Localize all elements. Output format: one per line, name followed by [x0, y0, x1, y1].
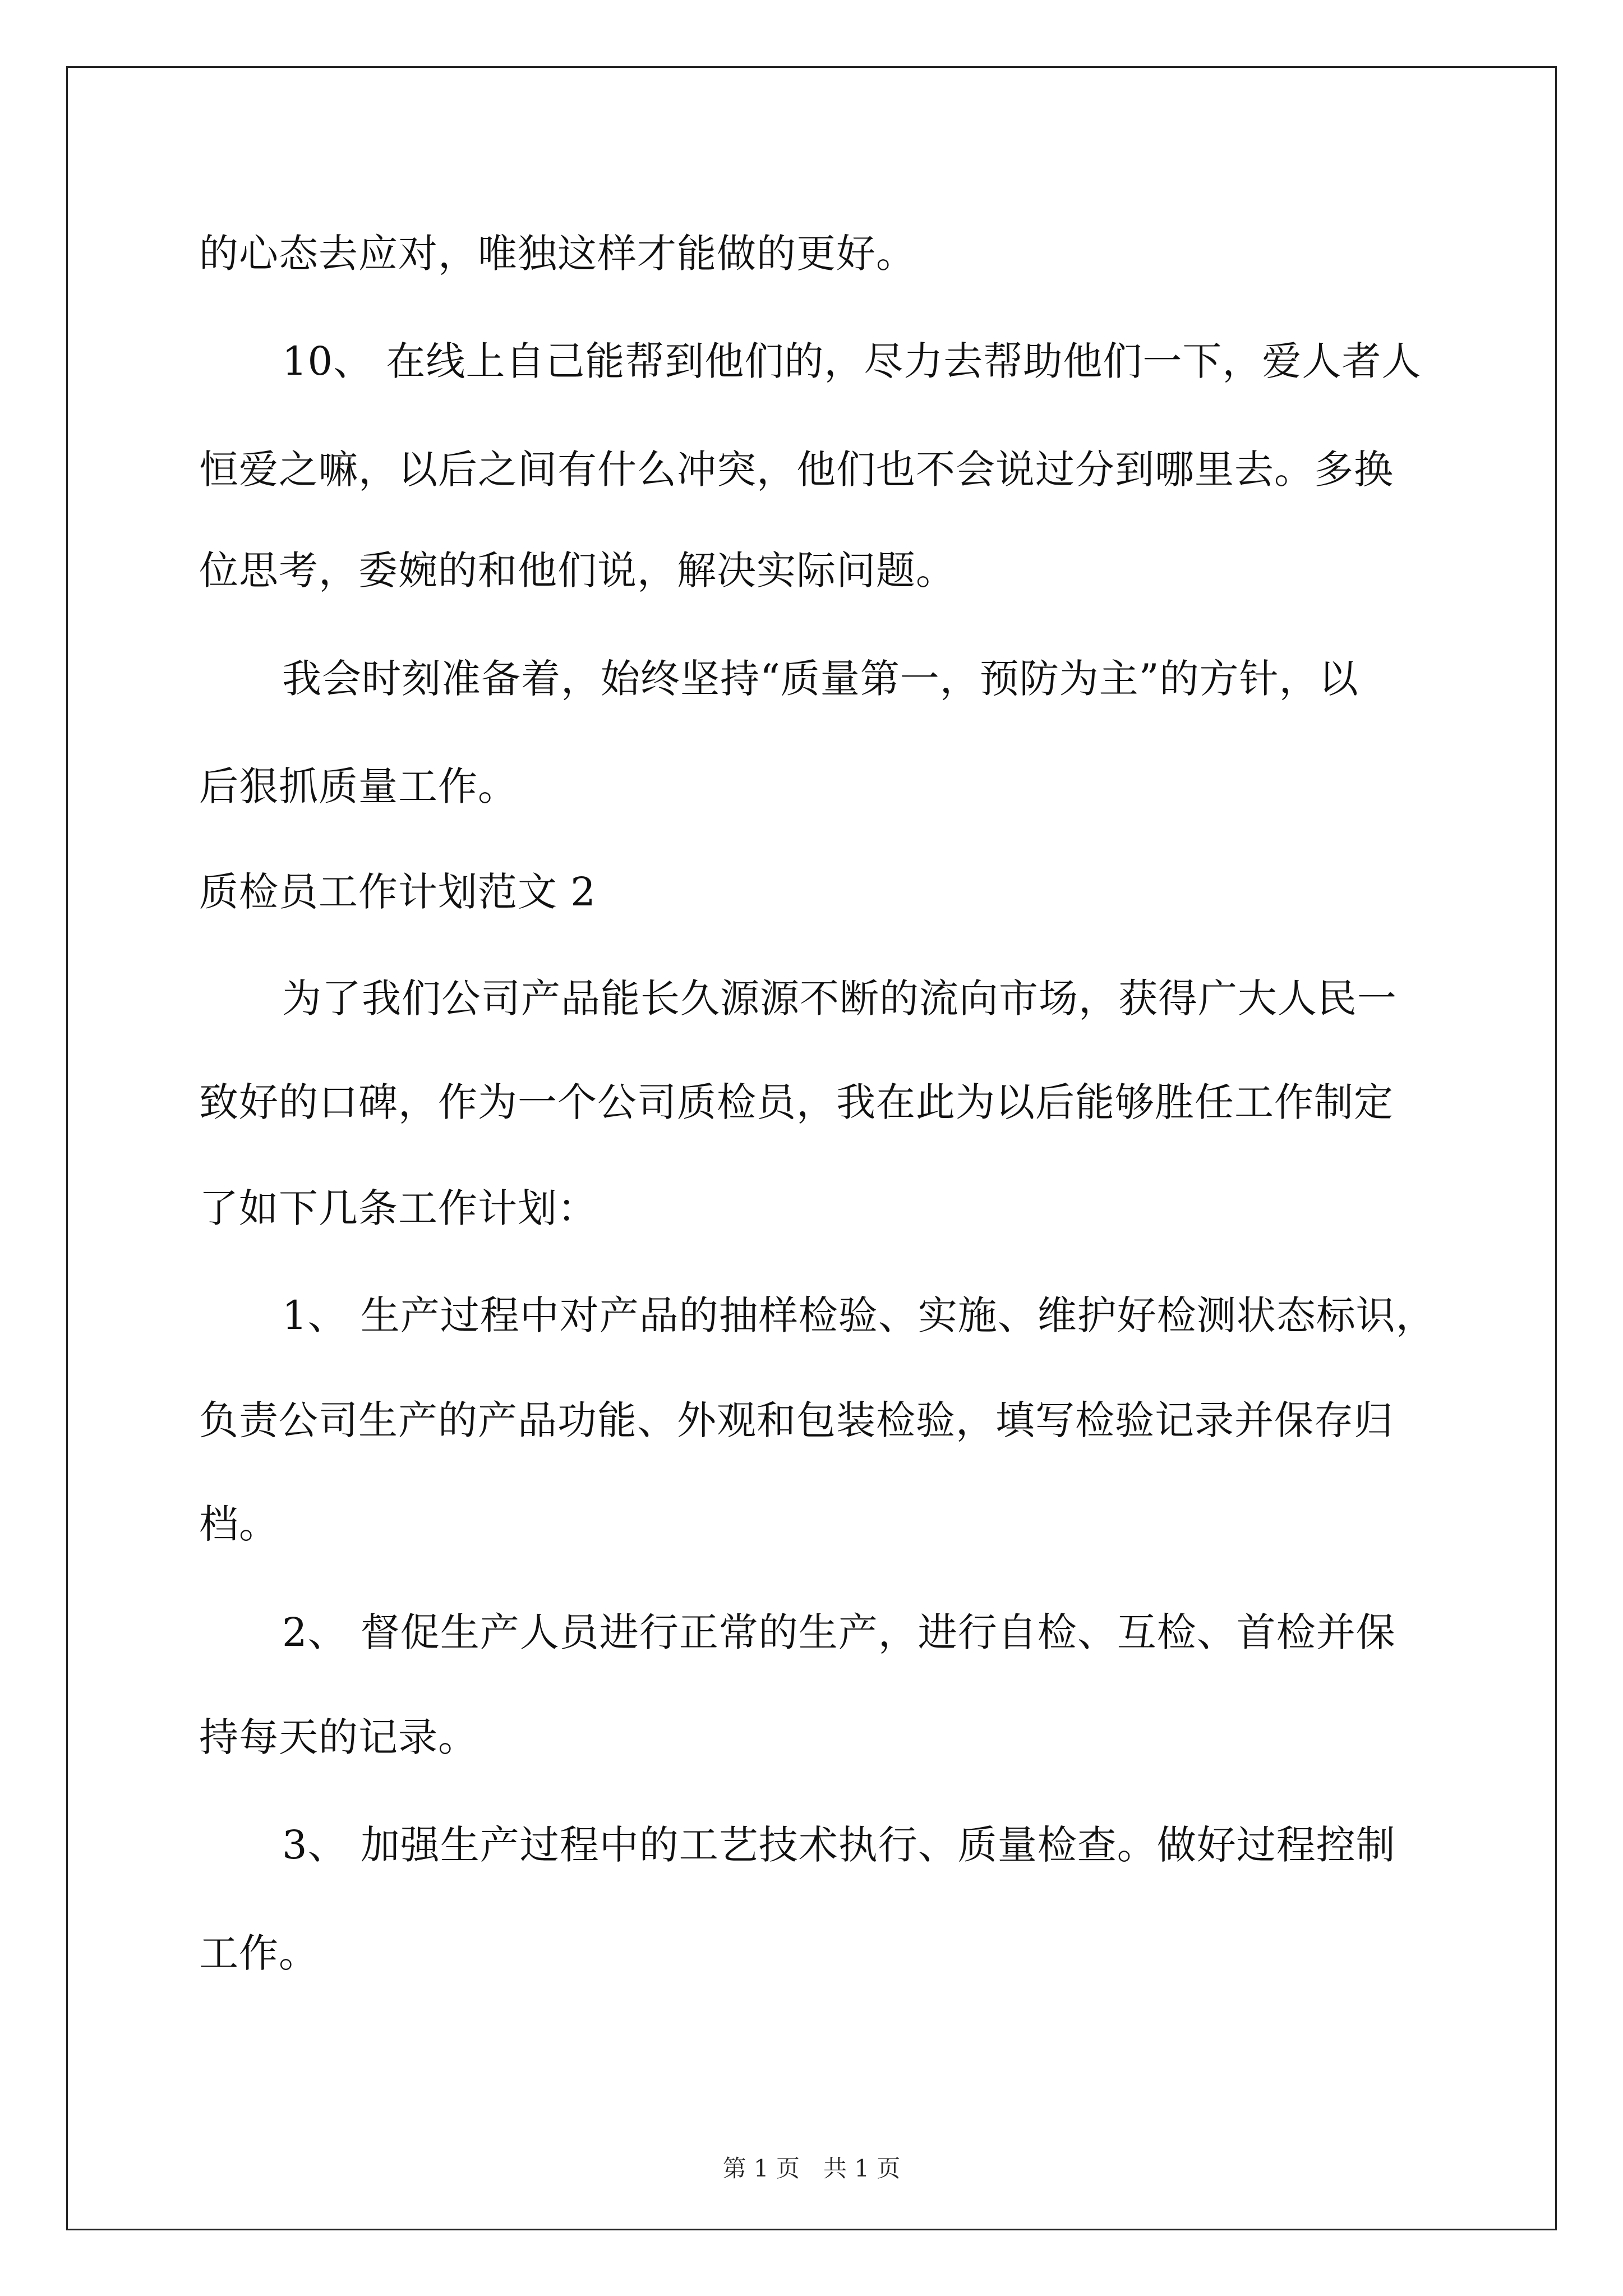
list-item-10: 10、 在线上自己能帮到他们的，尽力去帮助他们一下，爱人者人 [282, 338, 1422, 384]
text-line: 致好的口碑，作为一个公司质检员，我在此为以后能够胜任工作制定 [199, 1079, 1394, 1125]
text-line: 档。 [199, 1501, 279, 1547]
text-line: 恒爱之嘛，以后之间有什么冲突，他们也不会说过分到哪里去。多换 [199, 447, 1394, 493]
text-line: 位思考，委婉的和他们说，解决实际问题。 [199, 547, 956, 593]
text-line: 负责公司生产的产品功能、外观和包装检验，填写检验记录并保存归 [199, 1397, 1394, 1443]
text-line: 工作。 [199, 1930, 319, 1976]
text-line: 后狠抓质量工作。 [199, 763, 518, 809]
list-item-1: 1、 生产过程中对产品的抽样检验、实施、维护好检测状态标识， [282, 1292, 1436, 1338]
text-line: 的心态去应对，唯独这样才能做的更好。 [199, 231, 916, 277]
paragraph-start: 我会时刻准备着，始终坚持“质量第一，预防为主”的方针，以 [282, 656, 1359, 702]
text-line: 了如下几条工作计划： [199, 1185, 597, 1231]
page-border [66, 66, 1557, 2230]
list-item-2: 2、 督促生产人员进行正常的生产，进行自检、互检、首检并保 [282, 1609, 1396, 1655]
section-heading: 质检员工作计划范文 2 [199, 869, 596, 915]
page-footer: 第 1 页 共 1 页 [722, 2155, 901, 2182]
list-item-3: 3、 加强生产过程中的工艺技术执行、质量检查。做好过程控制 [282, 1822, 1396, 1868]
text-line: 持每天的记录。 [199, 1714, 478, 1760]
paragraph-start: 为了我们公司产品能长久源源不断的流向市场，获得广大人民一 [282, 976, 1397, 1022]
